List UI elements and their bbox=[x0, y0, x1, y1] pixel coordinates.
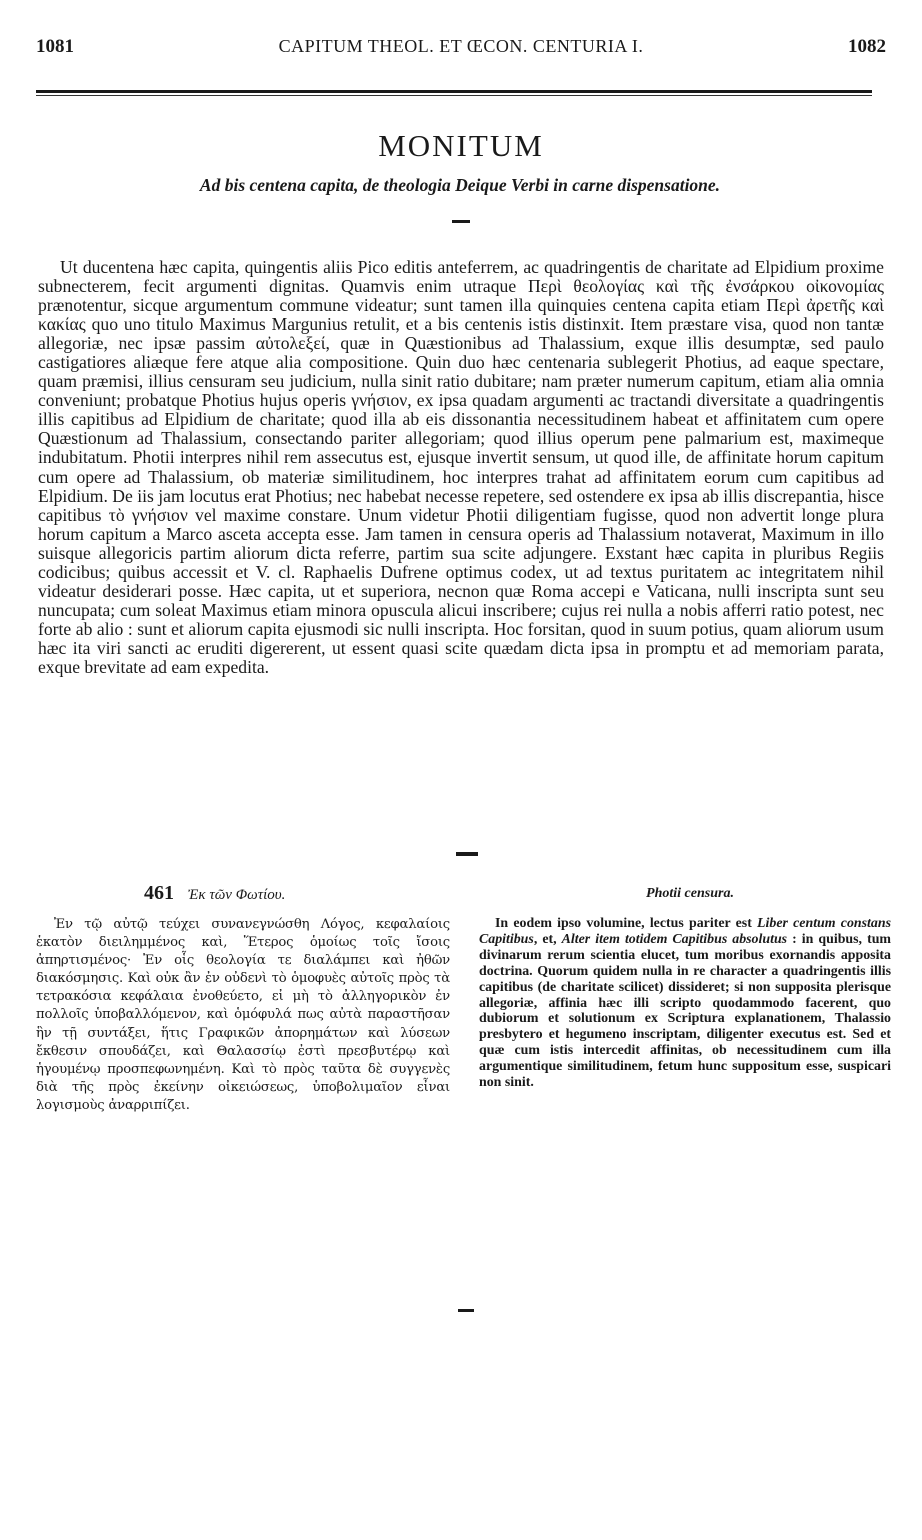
latin-column-heading: Photii censura. bbox=[646, 886, 734, 901]
section-title: MONITUM bbox=[378, 128, 544, 163]
latin-text-part: , et, bbox=[533, 931, 562, 947]
latin-text-part: : in quibus, tum divinarum rerum scientia elucet, tum moribus exornandis apposita doctrina. Quorum quidem nulla in re character a quadringentis illis capitibus (de charitate scilicet) dissideret; si non supposita plerisque allegoriæ, affinia hæc illi scripto quodammodo facerent, quo dubiorum et solutionum ex Scriptura explanationem, Thalassio presbytero et hegumeno inscriptam, diligenter executus est. Sed et quæ cum istis intercedit affinitas, ob necessitudinem cum illa argumentique similitudinem, fetum hunc suppositum esse, suspicari non sinit. bbox=[479, 931, 891, 1091]
running-head bbox=[36, 36, 886, 60]
header-rule bbox=[36, 90, 872, 93]
column-number: 461 bbox=[144, 882, 174, 904]
monitum-paragraph: Ut ducentena hæc capita, quingentis aliis Pico editis anteferrem, ac quadringentis de charitate ad Elpidium proxime subnecterem, fecit argumenti dignitas. Quamvis enim utraque Περὶ θεολογίας καὶ τῆς ἐνσάρκου οἰκονομίας prænotentur, sicque argumentum commune videatur; sunt tamen illa quinquies centena capita etiam Περὶ ἀρετῆς καὶ κακίας quo uno titulo Maximus Margunius retulit, et a bis centenis istis distinxit. Item præstare visa, quod non tantæ allegoriæ, nec ipsæ passim αὐτολεξεί, quæ in Quæstionibus ad Thalassium, exque illis desumptæ, sed paulo castigatiores aliæque fere atque alia compositione. Quin duo hæc centenaria sublegerit Photius, ad eaque spectare, quam præmisi, illius censuram seu judicium, nulla sinit ratio dubitare; nam præter numerum capitum, etiam alia omnia conveniunt; probatque Photius hujus operis γνήσιον, ex ipsa quadam argumenti ac tractandi diversitate a quadringentis illis capitibus ad Elpidium de charitate; quod illa ab eis dissonantia necessitudinem habeat et affinitatem cum opere Quæstionum ad Thalassium, consectando pariter allegoriam; quod illius operum pene palmarium est, maximeque indubitatum. Photii interpres nihil rem assecutus est, ejusque invertit sensum, ut quod ille, de affinitate horum capitum cum opere ad Thalassium, ob materiæ similitudinem, hoc interpres trahat ad affinitatem eorum cum capitibus ad Elpidium. De iis jam locutus erat Photius; nec habebat necesse repetere, sed ostendere ex ipsa ab illis discrepantia, hisce capitibus τὸ γνήσιον vel maxime constare. Unum videtur Photii diligentiam fugisse, quod non advertit longe plura horum capitum a Marco asceta accepta esse. Jam tamen in censura operis ad Thalassium notaverat, Maximum in illo suisque allegoricis partim aliorum dicta referre, partim sua scite adjungere. Exstant hæc capita in pluribus Regiis codicibus; quibus accessit et V. cl. Raphaelis Dufrene optimus codex, ut ad textus puritatem ac integritatem nihil videatur desiderari posse. Hæc capita, ut et superiora, necnon quæ Roma accepi e Vaticana, nulli inscripta sunt seu nuncupata; cum soleat Maximus etiam minora opuscula alicui inscribere; cujus rei nulla a nobis afferri ratio potest, nec forte ab alio : sunt et aliorum capita ejusmodi sic nulli inscripta. Hoc forsitan, quod in suum potius, quam aliorum usum hæc ita viri sancti ac eruditi digererent, ut essent quasi scite quædam dicta ipsa in promptu et ad memoriam parata, exque brevitate ad eam expedita. bbox=[38, 257, 884, 677]
latin-italic-title: Liber centum constans Capitibus bbox=[479, 916, 891, 947]
header-rule-thin bbox=[36, 95, 872, 96]
greek-heading: Ἐκ τῶν Φωτίου. bbox=[187, 887, 286, 903]
separator-dash bbox=[452, 220, 470, 223]
greek-column-heading bbox=[144, 882, 484, 905]
greek-column-text: Ἐν τῷ αὐτῷ τεύχει συνανεγνώσθη Λόγος, κεφαλαίοις ἑκατὸν διειλημμένος καὶ, Ἕτερος ὁμοίως τοῖς ἴσοις ἀπηρτισμένος· Ἐν οἷς θεολογία τε διαλάμπει καὶ ἠθῶν διακόσμησις. Καὶ οὐκ ἂν ἐν οὐδενὶ τὸ ὁμοφυὲς αὐτοῖς πρὸς τὰ τετρακόσια κεφάλαια ἐνοθεύετο, εἰ μὴ τὸ ἀλληγορικὸν ἐν πολλοῖς ὑποβαλλόμενον, καὶ ὁμόφυλά πως αὐτὰ παραστῆσαν ἣν τῇ συντάξει, ἥτις Γραφικῶν ἀπορημάτων καὶ λύσεων ἔκθεσιν σπουδάζει, καὶ Θαλασσίῳ ἐστὶ πρεσβυτέρῳ καὶ ἡγουμένῳ προσπεφωνημένη. Καὶ τὸ πρὸς ταῦτα δὲ συγγενὲς διὰ τῆς πρὸς ἐκείνην οἰκειώσεως, ὑποβολιμαῖον εἶναι λογισμοὺς ἀναρριπίζει. bbox=[36, 917, 450, 1113]
separator-dash bbox=[456, 852, 478, 856]
latin-italic-title: Alter item totidem Capitibus absolutus bbox=[561, 931, 788, 947]
page-number-right: 1082 bbox=[848, 36, 886, 57]
separator-dash bbox=[458, 1309, 474, 1312]
page-number-left: 1081 bbox=[36, 36, 74, 57]
latin-text-part: In eodem ipso volumine, lectus pariter est bbox=[495, 916, 758, 931]
latin-column-text bbox=[479, 916, 891, 1091]
section-subtitle: Ad bis centena capita, de theologia Deique Verbi in carne dispensatione. bbox=[199, 175, 721, 195]
running-title: CAPITUM THEOL. ET ŒCON. CENTURIA I. bbox=[278, 36, 644, 56]
